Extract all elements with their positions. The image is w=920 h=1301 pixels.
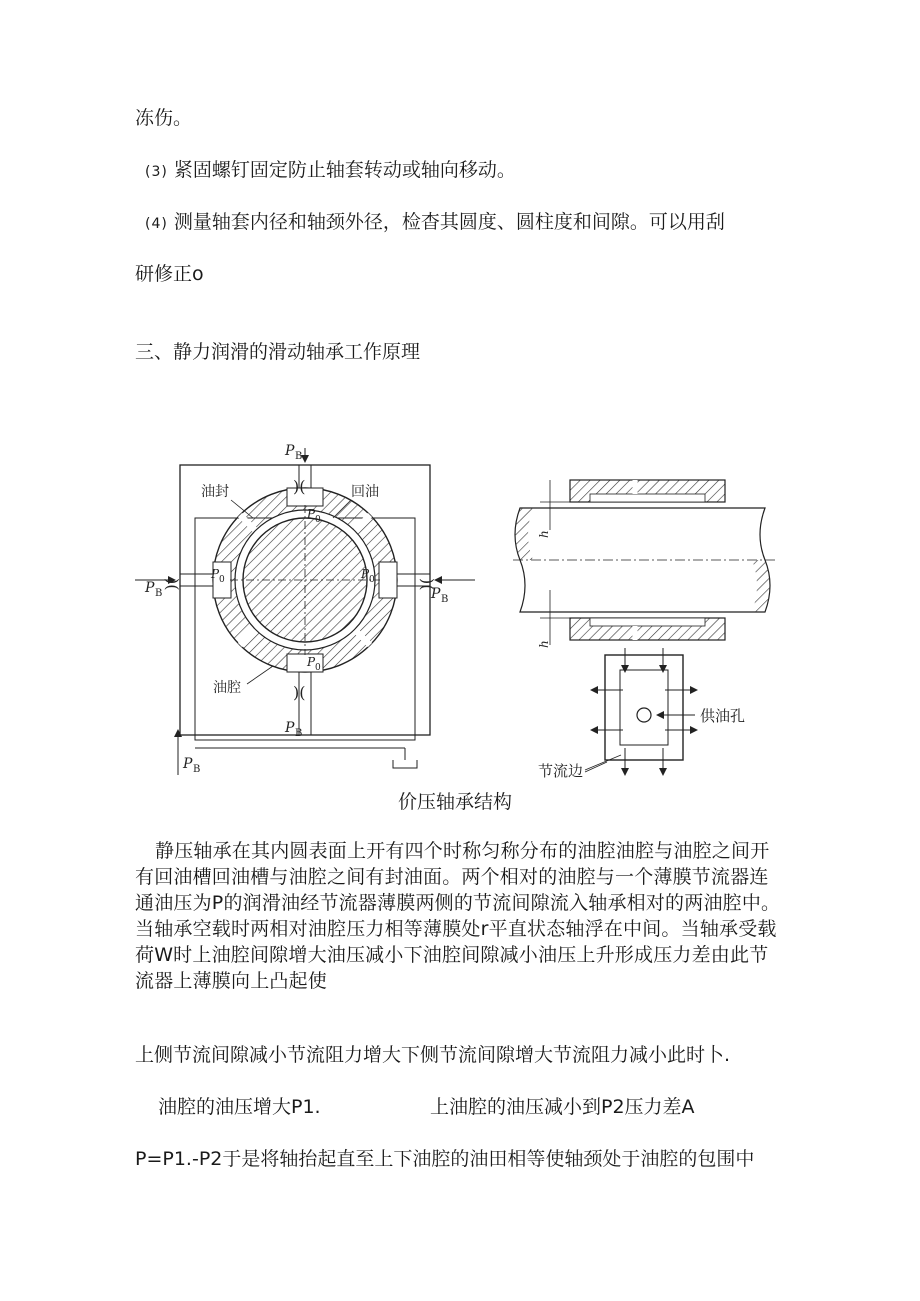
label-pb-bottom: P: [285, 720, 295, 736]
label-p0-sub: 0: [315, 663, 321, 673]
section-heading: 三、静力润滑的滑动轴承工作原理: [135, 341, 421, 363]
label-pb-foot: P: [183, 756, 193, 772]
label-oil-seal: 油封: [201, 484, 229, 500]
label-pb-right: P: [431, 586, 441, 602]
label-pb-sub: B: [155, 588, 163, 599]
label-supply-hole: 供油孔: [700, 707, 746, 725]
svg-text:)(: )(: [293, 683, 306, 702]
label-p0-sub: 0: [219, 575, 225, 585]
label-pb-top: P: [285, 443, 295, 459]
bearing-figure: [135, 430, 785, 780]
list-item-4: [145, 210, 725, 236]
label-pb-sub: B: [295, 728, 303, 739]
label-p0-right: P: [361, 567, 370, 581]
text-line-c: P=P1.-P2于是将轴抬起直至上下油腔的油田相等使轴颈处于油腔的包围中: [135, 1148, 755, 1170]
label-h0-top: h: [537, 530, 551, 538]
label-p0-sub: 0: [315, 515, 321, 525]
list-item-3: [145, 158, 516, 184]
label-p0-sub: 0: [369, 575, 375, 585]
figure-caption: 价压轴承结构: [398, 791, 513, 813]
label-p0-top: P: [307, 507, 316, 521]
svg-text:)(: )(: [293, 477, 306, 496]
list-number: (4): [145, 216, 168, 232]
label-pb-left: P: [145, 580, 155, 596]
text-line-b2: 上油腔的油压减小到P2压力差A: [430, 1096, 695, 1118]
list-text: 紧固螺钉固定防止轴套转动或轴向移动。: [173, 159, 516, 181]
label-p0-left: P: [211, 567, 220, 581]
label-h0-bottom: h: [537, 640, 551, 648]
body-paragraph: [135, 838, 785, 994]
label-p0-bottom: P: [307, 655, 316, 669]
paragraph-text: 静压轴承在其内圆表面上开有四个时称匀称分布的油腔油腔与油腔之间开有回油槽回油槽与油腔之间有封油面。两个相对的油腔与一个薄膜节流器连通油压为P的润滑油经节流器薄膜两侧的节流间隙流入轴承相对的两油腔中。当轴承空载时两相对油腔压力相等薄膜处r平直状态轴浮在中间。当轴承受载荷W时上油腔间隙增大油压减小下油腔间隙减小油压上升形成压力差由此节流器上薄膜向上凸起使: [135, 840, 781, 992]
text-line-4: 研修正o: [135, 263, 204, 285]
label-oil-return: 回油: [351, 484, 379, 500]
bearing-cross-section: [135, 443, 475, 775]
label-pb-sub: B: [193, 764, 201, 775]
text-line-b1: 油腔的油压增大P1.: [158, 1096, 321, 1118]
text-line-a: 上侧节流间隙减小节流阻力增大下侧节流间隙增大节流阻力减小此时卜.: [135, 1044, 731, 1066]
svg-text:)(: )(: [418, 578, 437, 591]
label-throttle-edge: 节流边: [538, 762, 584, 780]
text-line-1: 冻伤。: [135, 107, 193, 129]
list-text: 测量轴套内径和轴颈外径，检杳其圆度、圆柱度和间隙。可以用刮: [173, 211, 725, 233]
label-pb-sub: B: [295, 451, 303, 462]
label-pb-sub: B: [441, 594, 449, 605]
list-number: (3): [145, 164, 168, 180]
bearing-longitudinal-section: [513, 480, 775, 780]
svg-text:)(: )(: [163, 578, 182, 591]
label-oil-cavity: 油腔: [213, 680, 241, 696]
